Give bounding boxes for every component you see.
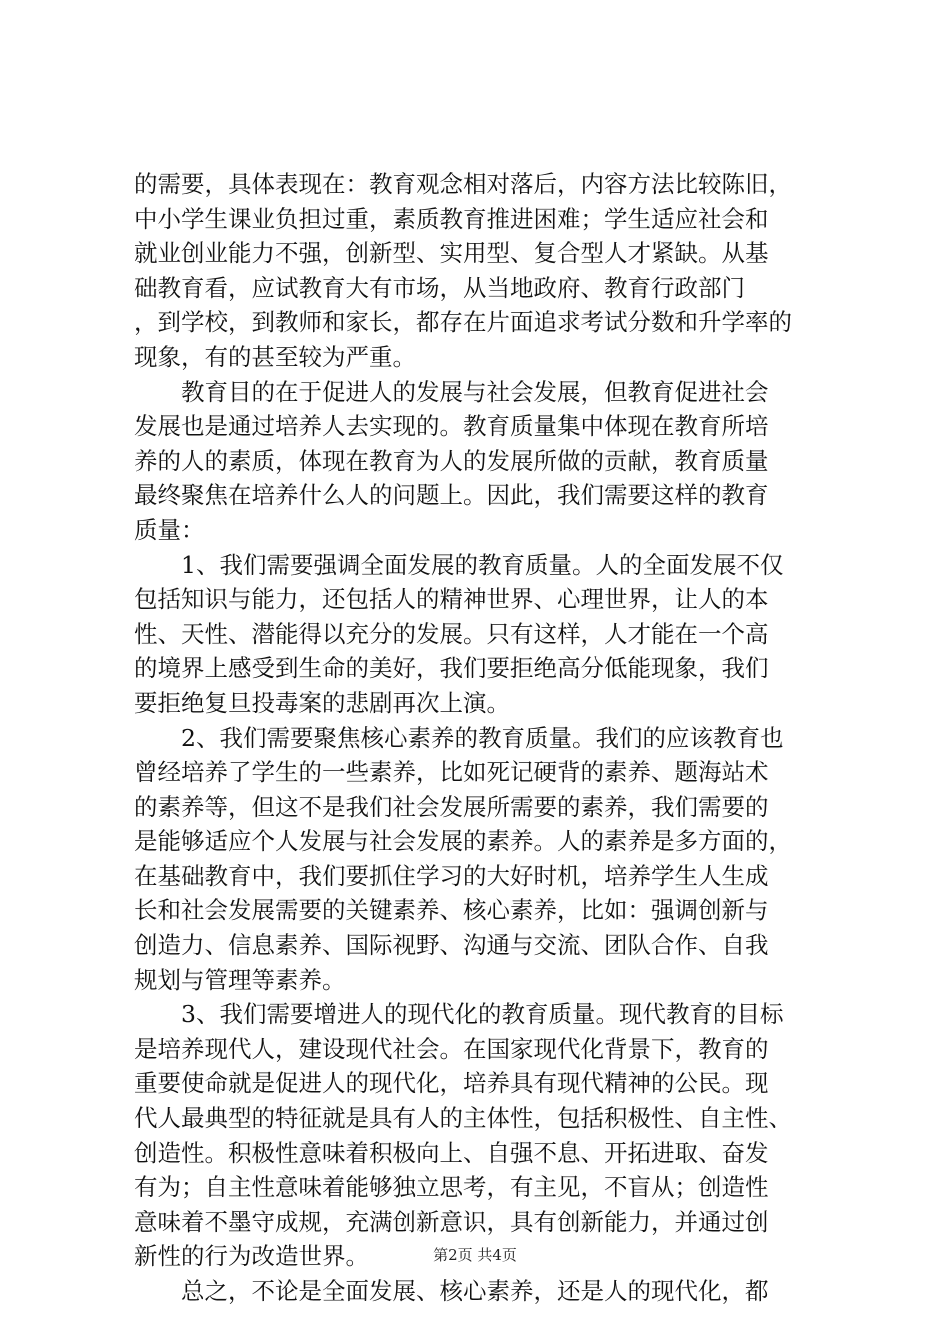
text-line: 的境界上感受到生命的美好，我们要拒绝高分低能现象，我们 bbox=[134, 654, 769, 683]
text-line: 是培养现代人，建设现代社会。在国家现代化背景下，教育的 bbox=[134, 1034, 769, 1063]
text-line: 创造性。积极性意味着积极向上、自强不息、开拓进取、奋发 bbox=[134, 1138, 769, 1167]
text-line: 创造力、信息素养、国际视野、沟通与交流、团队合作、自我 bbox=[134, 931, 769, 960]
text-line: 最终聚焦在培养什么人的问题上。因此，我们需要这样的教育 bbox=[134, 481, 769, 510]
document-body bbox=[134, 167, 850, 1309]
text-line: 就业创业能力不强，创新型、实用型、复合型人才紧缺。从基 bbox=[134, 239, 769, 268]
text-line: 重要使命就是促进人的现代化，培养具有现代精神的公民。现 bbox=[134, 1069, 769, 1098]
text-line: 要拒绝复旦投毒案的悲剧再次上演。 bbox=[134, 688, 510, 717]
text-line: 在基础教育中，我们要抓住学习的大好时机，培养学生人生成 bbox=[134, 861, 769, 890]
text-line: 1、我们需要强调全面发展的教育质量。人的全面发展不仅 bbox=[134, 550, 784, 579]
text-line: 是能够适应个人发展与社会发展的素养。人的素养是多方面的， bbox=[134, 827, 792, 856]
text-line: 教育目的在于促进人的发展与社会发展，但教育促进社会 bbox=[134, 377, 769, 406]
text-line: 新性的行为改造世界。 bbox=[134, 1242, 369, 1271]
text-line: 规划与管理等素养。 bbox=[134, 965, 346, 994]
text-line: 发展也是通过培养人去实现的。教育质量集中体现在教育所培 bbox=[134, 412, 769, 441]
text-line: 意味着不墨守成规，充满创新意识，具有创新能力，并通过创 bbox=[134, 1207, 769, 1236]
text-line: 的素养等，但这不是我们社会发展所需要的素养，我们需要的 bbox=[134, 792, 769, 821]
text-line: ，到学校，到教师和家长，都存在片面追求考试分数和升学率的 bbox=[134, 308, 792, 337]
text-line: 质量： bbox=[134, 515, 205, 544]
text-line: 3、我们需要增进人的现代化的教育质量。现代教育的目标 bbox=[134, 1000, 784, 1029]
text-line: 现象，有的甚至较为严重。 bbox=[134, 342, 416, 371]
text-line: 曾经培养了学生的一些素养，比如死记硬背的素养、题海站术 bbox=[134, 758, 769, 787]
text-line: 总之，不论是全面发展、核心素养，还是人的现代化，都 bbox=[134, 1277, 769, 1305]
text-line: 性、天性、潜能得以充分的发展。只有这样，人才能在一个高 bbox=[134, 619, 769, 648]
text-line: 养的人的素质，体现在教育为人的发展所做的贡献，教育质量 bbox=[134, 446, 769, 475]
text-line: 包括知识与能力，还包括人的精神世界、心理世界，让人的本 bbox=[134, 585, 769, 614]
page-number: 第2页 共4页 bbox=[433, 1246, 517, 1264]
text-line: 有为；自主性意味着能够独立思考，有主见，不盲从；创造性 bbox=[134, 1173, 769, 1202]
text-line: 的需要，具体表现在：教育观念相对落后，内容方法比较陈旧， bbox=[134, 170, 792, 198]
text-line: 2、我们需要聚焦核心素养的教育质量。我们的应该教育也 bbox=[134, 723, 784, 752]
page-footer bbox=[0, 1245, 950, 1265]
text-line: 长和社会发展需要的关键素养、核心素养，比如：强调创新与 bbox=[134, 896, 769, 925]
text-line: 代人最典型的特征就是具有人的主体性，包括积极性、自主性、 bbox=[134, 1104, 792, 1133]
text-line: 中小学生课业负担过重，素质教育推进困难；学生适应社会和 bbox=[134, 204, 769, 233]
text-line: 础教育看，应试教育大有市场，从当地政府、教育行政部门 bbox=[134, 273, 745, 302]
